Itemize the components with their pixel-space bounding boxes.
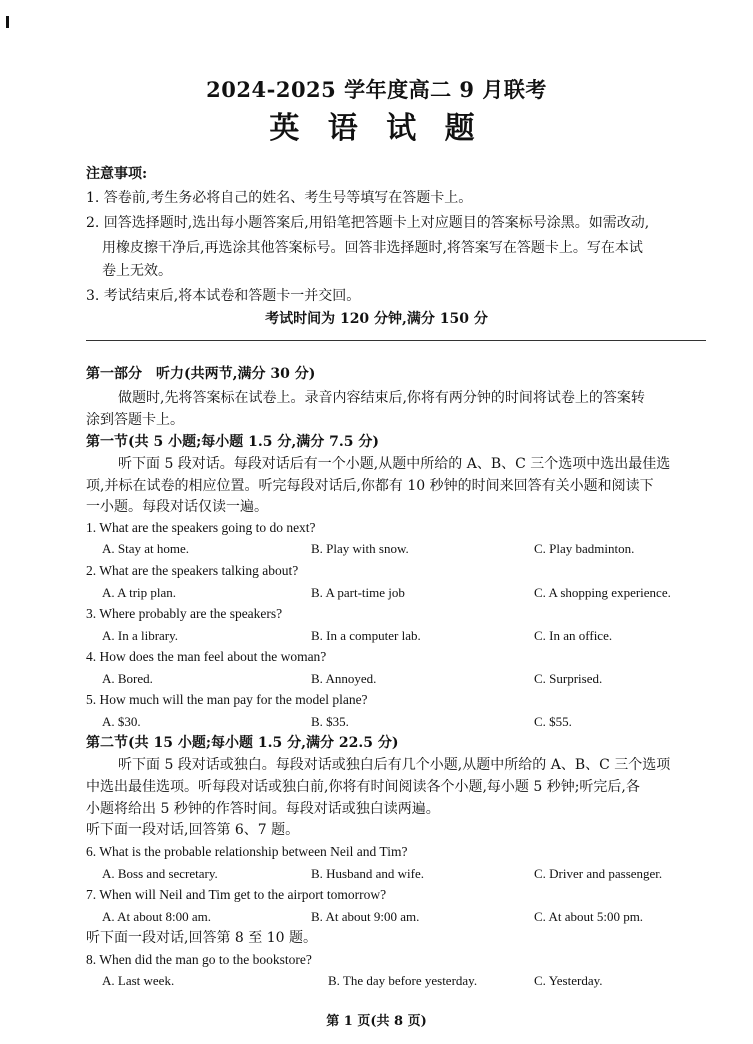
option-c: C. At about 5:00 pm. [534,909,644,924]
option-b: B. A part-time job [311,585,405,600]
section2-instruction: 听下面 5 段对话或独白。每段对话或独白后有几个小题,从题中所给的 A、B、C 三个选项 [118,757,671,773]
option-c: C. Surprised. [534,671,603,686]
page-number: 第 1 页(共 8 页) [326,1014,427,1029]
option-a: A. A trip plan. [102,585,177,600]
option-c: C. $55. [534,714,572,729]
part1-instruction: 涂到答题卡上。 [86,412,184,428]
notice-item: 卷上无效。 [102,263,172,279]
section2-instruction: 小题将给出 5 秒钟的作答时间。每段对话或独白读两遍。 [86,801,440,817]
question-stem: 2. What are the speakers talking about? [86,563,299,578]
section1-instruction: 听下面 5 段对话。每段对话后有一个小题,从题中所给的 A、B、C 三个选项中选出最佳选 [118,456,671,472]
section1-instruction: 一小题。每段对话仅读一遍。 [86,499,268,515]
option-a: A. $30. [102,714,141,729]
option-c: C. Driver and passenger. [534,866,663,881]
part1-heading: 第一部分 听力(共两节,满分 30 分) [86,366,316,382]
exam-title: 2024-2025 学年度高二 9 月联考 [206,77,547,102]
option-b: B. Husband and wife. [311,866,425,881]
option-b: B. In a computer lab. [311,628,421,643]
question-stem: 1. What are the speakers going to do next? [86,520,316,535]
dialog-instruction: 听下面一段对话,回答第 6、7 题。 [86,822,300,838]
option-a: A. Stay at home. [102,541,190,556]
option-a: A. In a library. [102,628,179,643]
option-c: C. Yesterday. [534,973,603,988]
option-b: B. Annoyed. [311,671,377,686]
option-b: B. $35. [311,714,349,729]
option-b: B. At about 9:00 am. [311,909,420,924]
option-b: B. The day before yesterday. [328,973,478,988]
question-stem: 4. How does the man feel about the woman? [86,649,327,664]
question-stem: 3. Where probably are the speakers? [86,606,283,621]
question-stem: 6. What is the probable relationship between Neil and Tim? [86,844,408,859]
section2-instruction: 中选出最佳选项。听每段对话或独白前,你将有时间阅读各个小题,每小题 5 秒钟;听完后,各 [86,779,640,795]
notice-item: 用橡皮擦干净后,再选涂其他答案标号。回答非选择题时,将答案写在答题卡上。写在本试 [102,240,643,256]
option-c: C. Play badminton. [534,541,635,556]
divider [86,340,706,341]
subject-title: 英 语 试 题 [269,111,484,146]
part1-instruction: 做题时,先将答案标在试卷上。录音内容结束后,你将有两分钟的时间将试卷上的答案转 [118,390,645,406]
option-c: C. In an office. [534,628,613,643]
corner-mark [6,16,9,28]
question-stem: 7. When will Neil and Tim get to the airport tomorrow? [86,887,387,902]
notice-heading: 注意事项: [86,166,148,182]
notice-item: 1. 答卷前,考生务必将自己的姓名、考生号等填写在答题卡上。 [86,190,473,206]
section1-instruction: 项,并标在试卷的相应位置。听完每段对话后,你都有 10 秒钟的时间来回答有关小题和阅读下 [86,478,654,494]
exam-time: 考试时间为 120 分钟,满分 150 分 [265,311,488,327]
section2-heading: 第二节(共 15 小题;每小题 1.5 分,满分 22.5 分) [86,735,399,751]
option-b: B. Play with snow. [311,541,409,556]
option-a: A. At about 8:00 am. [102,909,212,924]
notice-item: 2. 回答选择题时,选出每小题答案后,用铅笔把答题卡上对应题目的答案标号涂黑。如需改动, [86,215,650,231]
question-stem: 8. When did the man go to the bookstore? [86,952,312,967]
question-stem: 5. How much will the man pay for the model plane? [86,692,368,707]
notice-item: 3. 考试结束后,将本试卷和答题卡一并交回。 [86,288,361,304]
option-c: C. A shopping experience. [534,585,671,600]
dialog-instruction: 听下面一段对话,回答第 8 至 10 题。 [86,930,317,946]
section1-heading: 第一节(共 5 小题;每小题 1.5 分,满分 7.5 分) [86,434,379,450]
option-a: A. Last week. [102,973,175,988]
option-a: A. Boss and secretary. [102,866,218,881]
option-a: A. Bored. [102,671,153,686]
